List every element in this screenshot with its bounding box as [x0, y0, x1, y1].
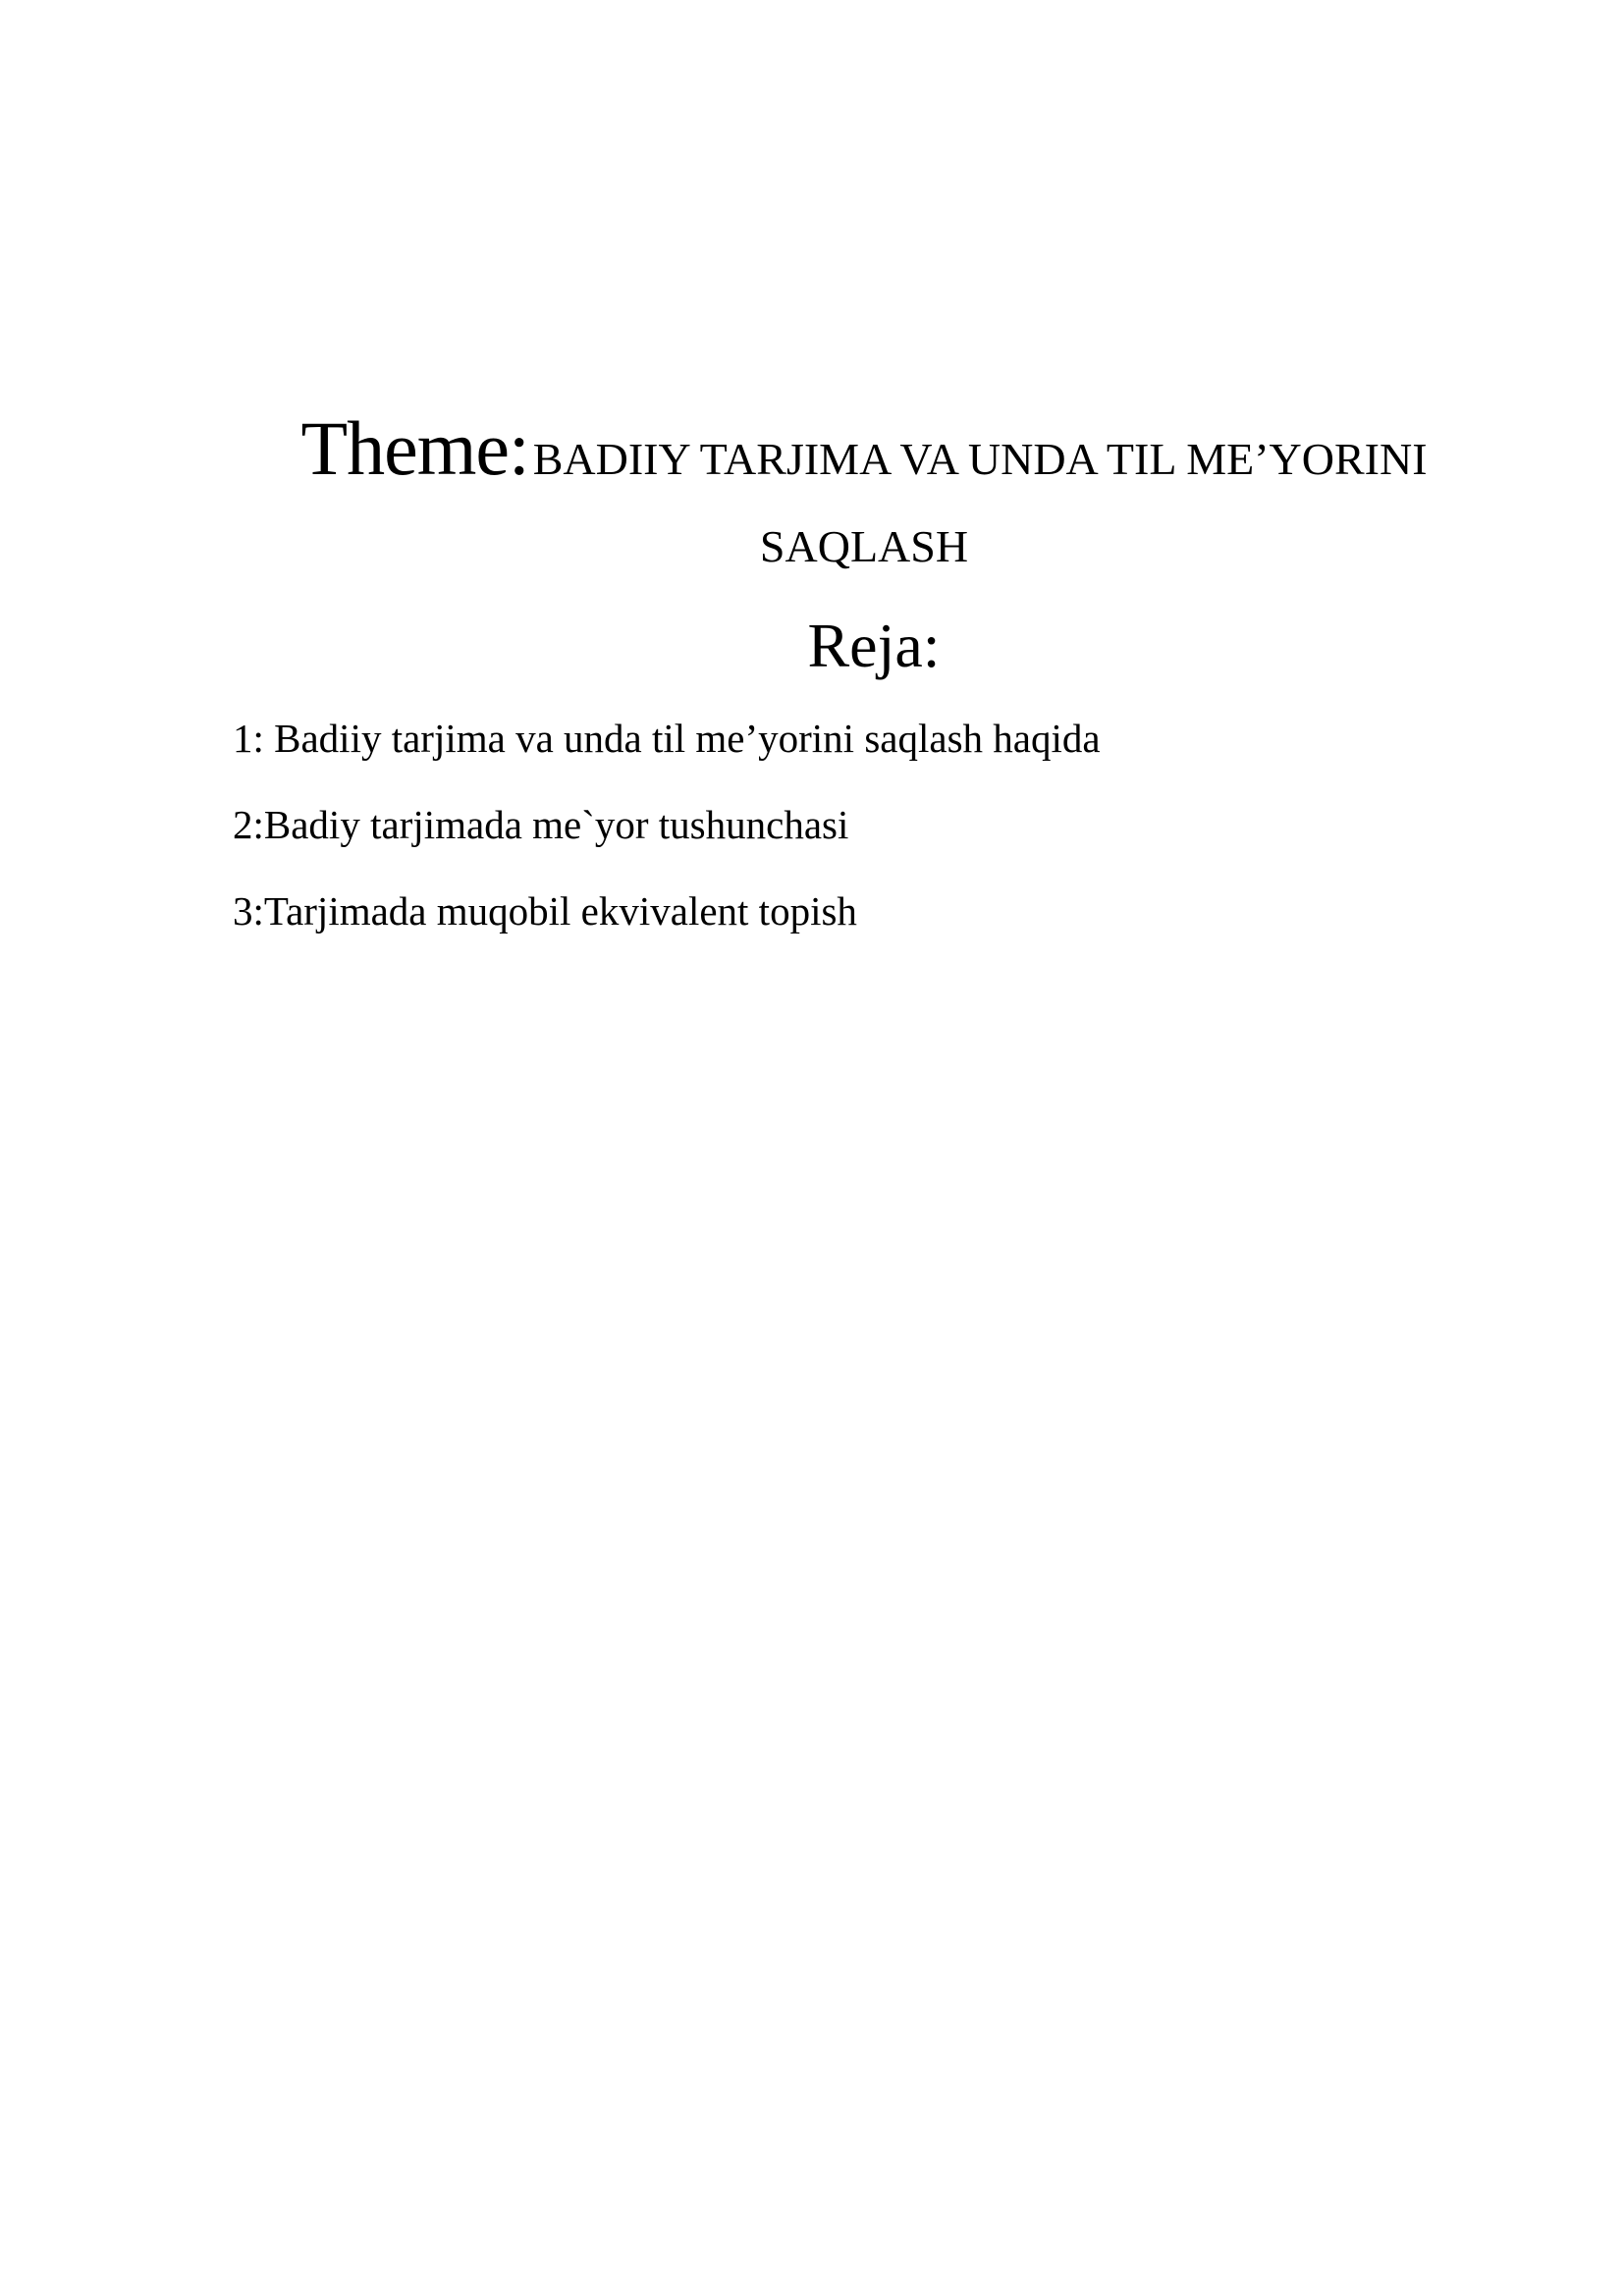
theme-title-line1: BADIIY TARJIMA VA UNDA TIL ME’YORINI: [532, 434, 1428, 484]
plan-list: [233, 715, 1101, 974]
plan-item: 1: Badiiy tarjima va unda til me’yorini saqlash haqida: [233, 716, 1101, 761]
plan-item: 2:Badiy tarjimada me`yor tushunchasi: [233, 802, 849, 847]
theme-label: Theme:: [300, 405, 529, 491]
theme-heading: [226, 405, 1502, 596]
plan-heading: Reja:: [807, 611, 941, 680]
plan-item: 3:Tarjimada muqobil ekvivalent topish: [233, 888, 857, 934]
theme-title-line2: SAQLASH: [759, 521, 969, 571]
